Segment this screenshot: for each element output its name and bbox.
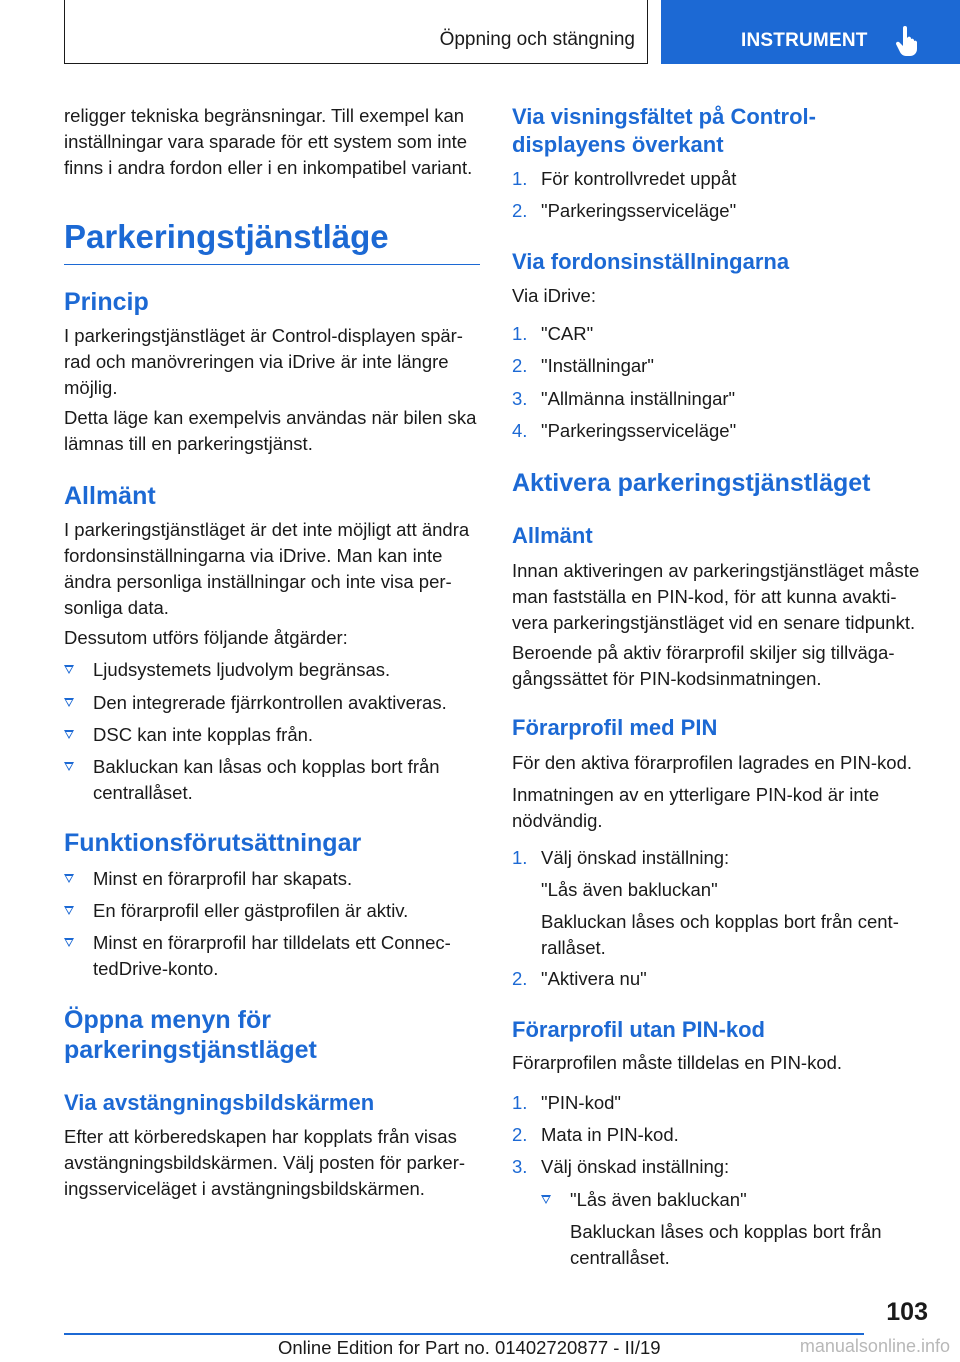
heading-utan-pin: Förarprofil utan PIN-kod <box>512 1017 765 1042</box>
triangle-bullet-icon <box>64 698 74 707</box>
heading-med-pin: Förarprofil med PIN <box>512 715 718 740</box>
chapter-title: Öppning och stängning <box>439 29 635 50</box>
section-tab[interactable] <box>661 0 960 64</box>
section-tab-label: INSTRUMENT <box>741 30 868 51</box>
watermark: manualsonline.info <box>799 1336 950 1356</box>
heading-vis-line2: displayens överkant <box>512 132 724 157</box>
triangle-bullet-icon <box>64 730 74 739</box>
princip-paragraph-1: I parkeringstjänstläget är Control-displayen spär-rad och manövreringen via iDrive är inte längre möjlig. <box>64 325 463 398</box>
footer-divider <box>64 1333 864 1335</box>
triangle-bullet-icon <box>64 762 74 771</box>
heading-princip: Princip <box>64 288 149 316</box>
heading-aktivera: Aktivera parkeringstjänstläget <box>512 469 871 497</box>
triangle-bullet-icon <box>64 938 74 947</box>
oppna-paragraph: Efter att körberedskapen har kopplats från visas avstängningsbildskärmen. Välj posten för parker-ingsserviceläget i avstängningsbildskärmen. <box>64 1126 466 1199</box>
heading-oppna-line1: Öppna menyn för <box>64 1006 271 1034</box>
option-label: "Lås även bakluckan" <box>541 879 718 900</box>
med-pin-paragraph-2: Inmatningen av en ytterligare PIN-kod är inte nödvändig. <box>512 784 880 831</box>
ford-lead: Via iDrive: <box>512 285 596 306</box>
triangle-bullet-icon <box>541 1195 551 1204</box>
chapter-header <box>64 0 648 64</box>
heading-fordonsinstallningar: Via fordonsinställningarna <box>512 249 790 274</box>
aktivera-paragraph-1: Innan aktiveringen av parkeringstjänstläget måste man fastställa en PIN-kod, för att kunna avakti-vera parkeringstjänstläget vid en senare tidpunkt. <box>512 560 920 633</box>
triangle-bullet-icon <box>64 906 74 915</box>
utan-pin-paragraph: Förarprofilen måste tilldelas en PIN-kod. <box>512 1052 843 1073</box>
heading-vis-line1: Via visningsfältet på Control- <box>512 104 816 129</box>
med-pin-paragraph-1: För den aktiva förarprofilen lagrades en PIN-kod. <box>512 752 913 773</box>
heading-funktion: Funktionsförutsättningar <box>64 829 362 857</box>
edition-text: Online Edition for Part no. 01402720877 - II/19 <box>278 1337 661 1358</box>
triangle-bullet-icon <box>64 874 74 883</box>
allmant-paragraph-2: Dessutom utförs följande åtgärder: <box>64 627 348 648</box>
page-title: Parkeringstjänstläge <box>64 218 480 265</box>
aktivera-paragraph-2: Beroende på aktiv förarprofil skiljer sig tillväga-gångssättet för PIN-kodsinmatningen. <box>512 642 895 689</box>
option-description: Bakluckan låses och kopplas bort från centrallåset. <box>570 1221 882 1268</box>
princip-paragraph-2: Detta läge kan exempelvis användas när bilen ska lämnas till en parkeringstjänst. <box>64 407 477 454</box>
triangle-bullet-icon <box>64 665 74 674</box>
heading-oppna-line2: parkeringstjänstläget <box>64 1036 317 1064</box>
heading-allmant-right: Allmänt <box>512 523 593 548</box>
option-description: Bakluckan låses och kopplas bort från cent-rallåset. <box>541 911 899 958</box>
intro-paragraph: religger tekniska begränsningar. Till exempel kan inställningar vara sparade för ett system som inte finns i andra fordon eller i en inkompatibel variant. <box>64 105 473 178</box>
hand-pointer-icon <box>895 26 919 56</box>
allmant-paragraph-1: I parkeringstjänstläget är det inte möjligt att ändra fordonsinställningarna via iDrive. Man kan inte ändra personliga inställningar och inte visa per-sonliga data. <box>64 519 470 618</box>
heading-allmant: Allmänt <box>64 482 156 510</box>
page-number: 103 <box>886 1298 928 1326</box>
heading-via-avstangning: Via avstängningsbildskärmen <box>64 1090 375 1115</box>
